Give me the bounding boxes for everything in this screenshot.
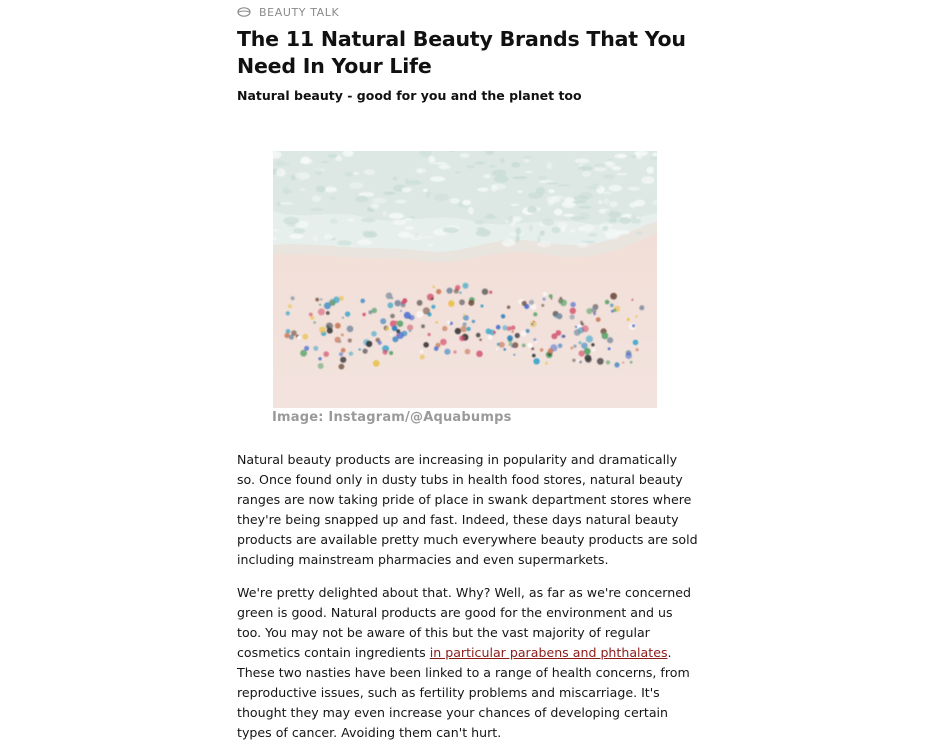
lips-icon: [237, 5, 251, 19]
paragraph-2: [237, 583, 699, 743]
article-title: The 11 Natural Beauty Brands That You Need In Your Life: [237, 27, 686, 78]
paragraph-2-text-a: We're pretty delighted about that. Why? Well, as far as we're concerned green is good. Natural products are good for the environment and us too. You may not be aware of this but the vast majority of regular cosmetics contain ingredients: [237, 585, 691, 660]
beach-photo: [273, 151, 657, 408]
paragraph-1: Natural beauty products are increasing in popularity and dramatically so. Once found only in dusty tubs in health food stores, natural beauty ranges are now taking pride of place in swank department stores where they're being snapped up and fast. Indeed, these days natural beauty products are available pretty much everywhere beauty products are sold including mainstream pharmacies and even supermarkets.: [237, 452, 698, 567]
image-caption: Image: Instagram/@Aquabumps: [272, 410, 512, 425]
parabens-link[interactable]: in particular parabens and phthalates: [429, 645, 668, 660]
category-label: BEAUTY TALK: [259, 5, 340, 19]
article-subtitle: Natural beauty - good for you and the planet too: [237, 88, 582, 103]
hero-image: [273, 151, 657, 408]
category-tag[interactable]: [237, 4, 339, 20]
paragraph-2-text-b: . These two nasties have been linked to a range of health concerns, from reproductive issues, such as fertility problems and miscarriage. It's thought they may even increase your chances of developing certain types of cancer. Avoiding them can't hurt.: [237, 645, 690, 740]
